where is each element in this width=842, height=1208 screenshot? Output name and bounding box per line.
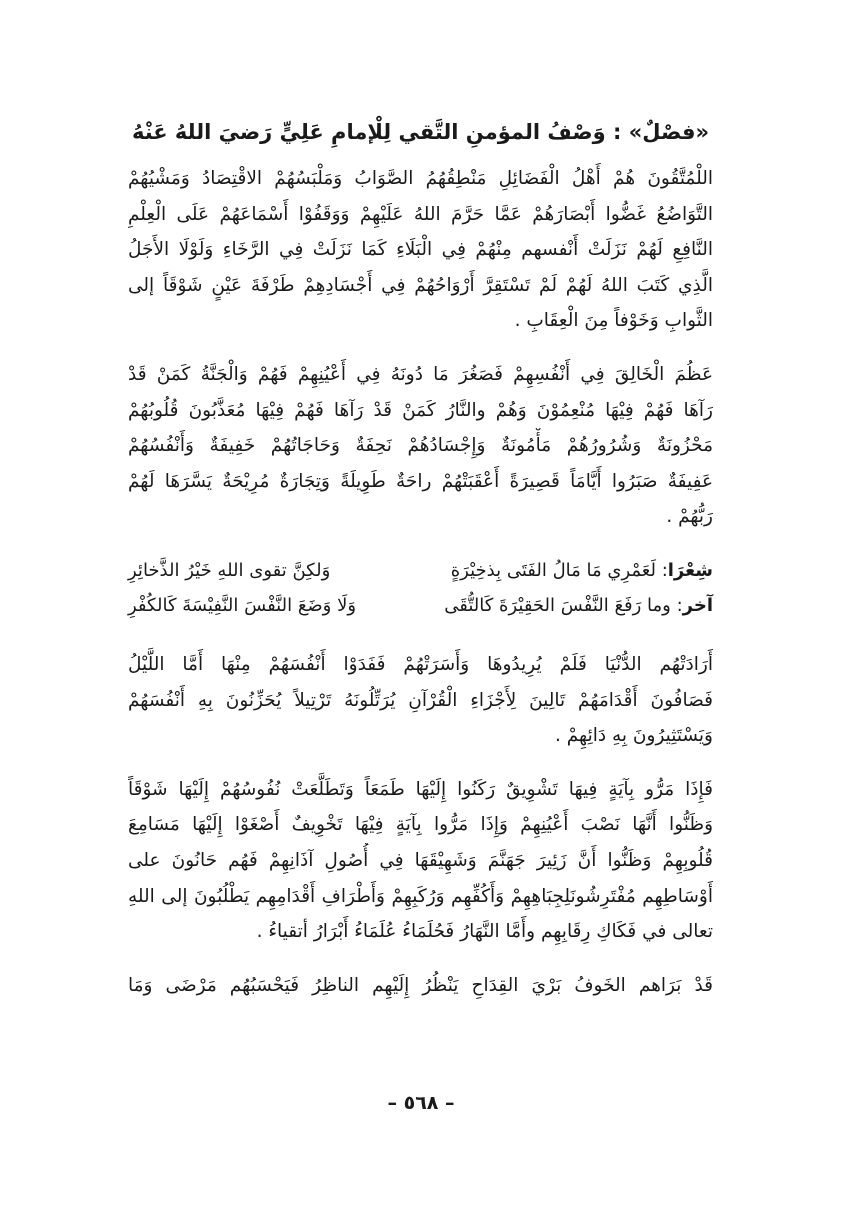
text-line: فَإِذَا مَرُّو بِآيَةٍ فِيهَا تَشْوِيقٌ رَكَنُوا إِلَيْهَا طَمَعَاً وَتَطَلَّعَتْ نُفُوسُهُمْ إِلَيْهَا شَوْقَاً: [128, 778, 713, 800]
text-line: الَّذِي كَتَبَ اللهُ لَهُمْ لَمْ تَسْتَقِرَّ أَرْوَاحُهُمْ فِي أَجْسَادِهِمْ طَرْفَةَ عَيْنٍ شَوْقَاً إلى: [128, 274, 713, 296]
text-line: رَآهَا فَهُمْ فِيْهَا مُنْعِمُوْنَ وَهُمْ والنَّارُ كَمَنْ قَدْ رَآهَا فَهُمْ فِيْهَا مُعَذَّبُونَ قُلُوبُهُمْ: [128, 399, 713, 421]
text-line: مَحْزُونَةٌ وَشُرُورُهُمْ مَأْمُونَةٌ وَإِجْسَادُهُمْ نَحِفَةٌ وَحَاجَاتُهُمْ خَفِيفَةٌ وَأَنْفُسُهُمْ: [128, 435, 713, 457]
poem-label: شِعْرَا: [667, 559, 713, 581]
section-title: «فصْلٌ» : وَصْفُ المؤمنِ التَّقي لِلْإمامِ عَلِيٍّ رَضيَ اللهُ عَنْهُ: [131, 120, 710, 144]
poem-hemistich-text: : وما رَفَعَ النَّفْسَ الحَقِيْرَةَ كَالتُّقَى: [444, 594, 683, 616]
poem-verse: [128, 588, 713, 623]
poem-second-hemistich: وَلَا وَضَعَ النَّفْسَ النَّفِيْسَةَ كَالكُفْرِ: [128, 594, 357, 616]
text-line: عَفِيفَةٌ صَبَرُوا أَيَّامَاً قَصِيرَةً أَعْقَبَتْهُمْ راحَةٌ طَوِيلَةً وَتِجَارَةٌ مُرِيْحَةٌ يَسَّرَهَا لَهُمْ: [128, 470, 713, 492]
text-line: اللْمُتَّقُونَ هُمْ أَهْلُ الْفَضَائِلِ مَنْطِقُهُمُ الصَّوَابُ وَمَلْبَسُهُمْ الاقْتِصَادُ وَمَشْيُهُمْ: [128, 168, 713, 189]
text-line: الثَّوابِ وَخَوْفاً مِنَ الْعِقَابِ .: [514, 310, 713, 332]
text-line: قَدْ بَرَاهم الخَوفُ بَرْيَ القِدَاحِ يَنْظُرُ إِلَيْهِم الناظِرُ فَيَحْسَبُهُم مَرْضَى وَمَا: [128, 974, 713, 996]
poem-second-hemistich: وَلكِنَّ تقوى اللهِ خَيْرُ الذَّخائِرِ: [128, 559, 331, 581]
text-line: النَّافِعِ لَهُمْ نَزَلَتْ أَنْفسهم مِنْهُمْ فِي الْبَلَاءِ كَمَا نَزَلَتْ فِي الرَّخَاءِ وَلَوْلَا الأَجَلُ: [128, 239, 713, 261]
text-line: قُلُوبِهِمْ وَظَنُّوا أَنَّ زَئِيرَ جَهَنَّمَ وَشَهِيْقَهَا فِي أُصُولِ آذَانِهِمْ فَهُم حَانُونَ على: [128, 849, 713, 871]
document-page: [128, 115, 713, 1021]
text-line: وَظَنُّوا أَنَّهَا نَصْبَ أَعْيُنِهِمْ وَإِذَا مَرُّوا بِآيَةٍ فِيْهَا تَخْوِيفٌ أَصْغَوْا إِلَيْهَا مَسَامِعَ: [128, 814, 713, 836]
paragraph-4: [128, 772, 713, 950]
poem-label: آخر: [682, 594, 713, 616]
text-line: رَبُّهُمْ .: [666, 506, 713, 528]
page-number: – ٥٦٨ –: [387, 1092, 455, 1114]
text-line: التَّوَاضُعُ غَضُّوا أَبْصَارَهُمْ عَمَّا حَرَّمَ اللهُ عَلَيْهِمْ وَوَقَفُوْا أَسْمَاعَهُمْ عَلَى الْعِلْمِ: [128, 203, 713, 225]
poem-first-hemistich: [451, 553, 713, 588]
text-line: وَيَسْتَثِيرُونَ بِهِ دَائِهِمْ .: [554, 725, 713, 747]
paragraph-2: [128, 357, 713, 535]
poem-first-hemistich: [444, 588, 713, 623]
paragraph-1: [128, 161, 713, 339]
text-line: تعالى في فَكَاكِ رِقَابِهِم وأَمَّا النَّهَارُ فَحُلَمَاءُ عُلَمَاءُ أَبْرَارُ أتقياءُ .: [256, 921, 713, 943]
text-line: فَصَافُونَ أَقْدَامَهُمْ تَالِينَ لِأَجْزَاءِ الْقُرْآنِ يُرَتِّلُونَهُ تَرْتِيلاً يُحَزِّنُونَ بِهِ أَنْفُسَهُمْ: [128, 689, 713, 711]
text-line: أَرَادَتْهُم الدُّنْيَا فَلَمْ يُرِيدُوهَا وَأَسَرَتْهُمْ فَفَدَوْا أَنْفُسَهُمْ مِنْهَا أَمَّا اللَّيْلُ: [128, 653, 713, 675]
poem-verse: [128, 553, 713, 588]
text-line: عَظُمَ الْخَالِقَ فِي أَنْفُسِهِمْ فَصَغُرَ مَا دُونَهُ فِي أَعْيُنِهِمْ فَهُمْ وَالْجَنَّةُ كَمَنْ قَدْ: [128, 363, 713, 385]
poem-block: [128, 553, 713, 623]
paragraph-5: [128, 968, 713, 1004]
text-line: أَوْسَاطِهِم مُفْتَرِشُونَلِجِبَاهِهِمْ وَأَكُفِّهِم وَرُكَبِهِمْ وَأَطْرَافِ أَقْدَامِهِم يَطْلُبُونَ إلى اللهِ: [128, 885, 713, 907]
paragraph-3: [128, 647, 713, 754]
poem-hemistich-text: : لَعَمْرِي مَا مَالُ الفَتَى بِذخِيْرَةٍ: [450, 559, 668, 581]
